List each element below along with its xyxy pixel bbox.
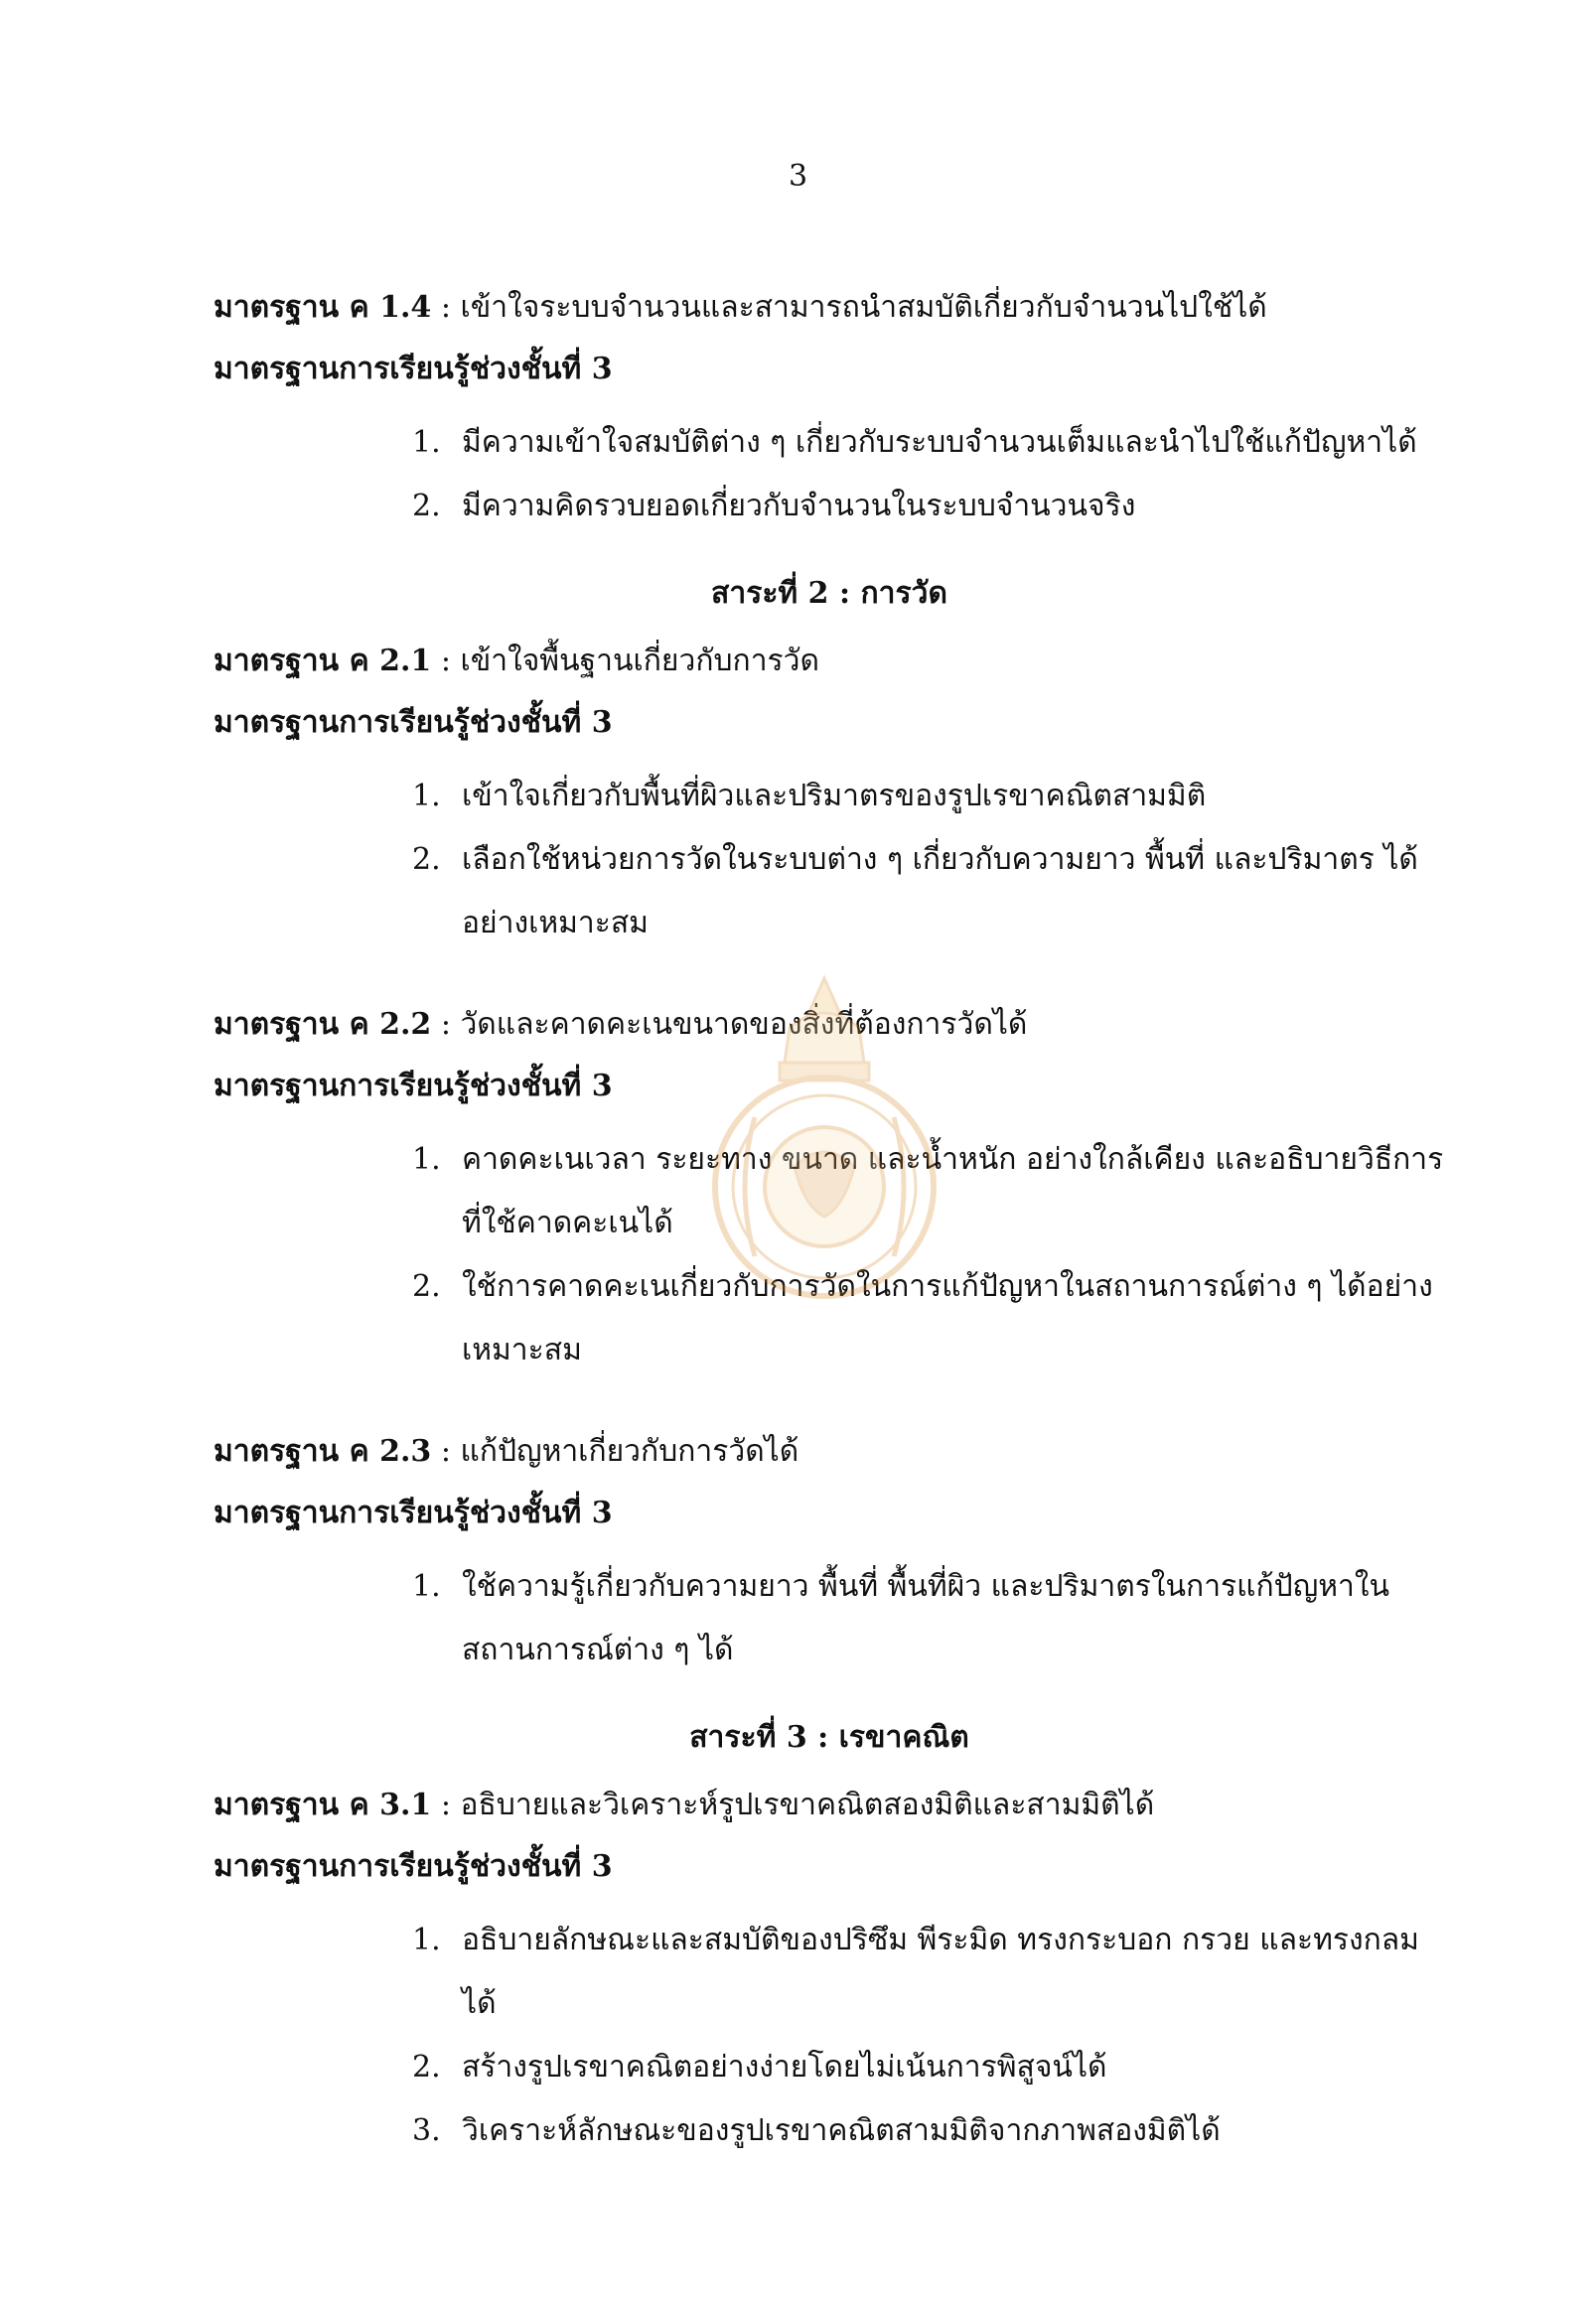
standard-section-1-4	[214, 288, 1445, 538]
learning-standard-heading: มาตรฐานการเรียนรู้ช่วงชั้นที่ 3	[214, 1069, 613, 1103]
learning-standard-heading: มาตรฐานการเรียนรู้ช่วงชั้นที่ 3	[214, 352, 613, 386]
standard-code: มาตรฐาน ค 3.1	[214, 1788, 432, 1822]
list-item	[214, 828, 1445, 955]
item-number: 1.	[412, 1569, 441, 1604]
standard-code: มาตรฐาน ค 2.3	[214, 1434, 432, 1469]
item-list	[214, 411, 1445, 538]
list-item	[214, 475, 1445, 538]
list-item	[214, 411, 1445, 475]
item-number: 2.	[412, 2050, 441, 2085]
standard-section-3-1	[214, 1786, 1445, 2163]
item-number: 1.	[412, 779, 441, 813]
list-item	[214, 2099, 1445, 2163]
item-list	[214, 765, 1445, 955]
standard-section-2-1	[214, 642, 1445, 955]
strand-heading: สาระที่ 3 : เรขาคณิต	[689, 1720, 969, 1755]
list-item	[214, 1555, 1445, 1682]
standard-text: : อธิบายและวิเคราะห์รูปเรขาคณิตสองมิติและสามมิติได้	[431, 1788, 1155, 1822]
item-number: 2.	[412, 842, 441, 877]
item-number: 2.	[412, 489, 441, 523]
item-text: สร้างรูปเรขาคณิตอย่างง่ายโดยไม่เน้นการพิสูจน์ได้	[462, 2050, 1107, 2085]
item-number: 1.	[412, 1142, 441, 1177]
standard-line	[214, 1432, 1445, 1472]
item-number: 2.	[412, 1269, 441, 1304]
standard-code: มาตรฐาน ค 1.4	[214, 290, 432, 325]
standard-line	[214, 1786, 1445, 1825]
list-item	[214, 1128, 1445, 1255]
learning-standard-heading: มาตรฐานการเรียนรู้ช่วงชั้นที่ 3	[214, 705, 613, 740]
item-text: มีความเข้าใจสมบัติต่าง ๆ เกี่ยวกับระบบจำนวนเต็มและนำไปใช้แก้ปัญหาได้	[462, 425, 1417, 460]
list-item	[214, 1255, 1445, 1382]
list-item	[214, 1909, 1445, 2036]
item-text: วิเคราะห์ลักษณะของรูปเรขาคณิตสามมิติจากภาพสองมิติได้	[462, 2113, 1221, 2148]
standard-section-2-3	[214, 1432, 1445, 1682]
standard-line	[214, 642, 1445, 681]
list-item	[214, 2036, 1445, 2099]
standard-text: : วัดและคาดคะเนขนาดของสิ่งที่ต้องการวัดได้	[431, 1007, 1028, 1042]
item-number: 1.	[412, 1923, 441, 1957]
strand-heading: สาระที่ 2 : การวัด	[711, 576, 947, 611]
standard-code: มาตรฐาน ค 2.1	[214, 644, 432, 678]
item-text: ใช้การคาดคะเนเกี่ยวกับการวัดในการแก้ปัญหาในสถานการณ์ต่าง ๆ ได้อย่างเหมาะสม	[462, 1269, 1433, 1367]
standard-code: มาตรฐาน ค 2.2	[214, 1007, 432, 1042]
item-text: ใช้ความรู้เกี่ยวกับความยาว พื้นที่ พื้นที่ผิว และปริมาตรในการแก้ปัญหาในสถานการณ์ต่าง ๆ ได้	[462, 1569, 1390, 1667]
learning-standard-heading: มาตรฐานการเรียนรู้ช่วงชั้นที่ 3	[214, 1849, 613, 1884]
standard-text: : แก้ปัญหาเกี่ยวกับการวัดได้	[431, 1434, 799, 1469]
document-body	[214, 288, 1445, 2163]
item-list	[214, 1555, 1445, 1682]
list-item	[214, 765, 1445, 828]
standard-text: : เข้าใจพื้นฐานเกี่ยวกับการวัด	[431, 644, 819, 678]
item-text: เข้าใจเกี่ยวกับพื้นที่ผิวและปริมาตรของรูปเรขาคณิตสามมิติ	[462, 779, 1207, 813]
item-text: อธิบายลักษณะและสมบัติของปริซึม พีระมิด ทรงกระบอก กรวย และทรงกลมได้	[462, 1923, 1419, 2021]
item-text: มีความคิดรวบยอดเกี่ยวกับจำนวนในระบบจำนวนจริง	[462, 489, 1136, 523]
learning-standard-heading: มาตรฐานการเรียนรู้ช่วงชั้นที่ 3	[214, 1496, 613, 1530]
standard-text: : เข้าใจระบบจำนวนและสามารถนำสมบัติเกี่ยวกับจำนวนไปใช้ได้	[431, 290, 1267, 325]
standard-line	[214, 288, 1445, 328]
item-text: เลือกใช้หน่วยการวัดในระบบต่าง ๆ เกี่ยวกับความยาว พื้นที่ และปริมาตร ได้อย่างเหมาะสม	[462, 842, 1418, 940]
item-list	[214, 1909, 1445, 2163]
item-list	[214, 1128, 1445, 1382]
item-number: 1.	[412, 425, 441, 460]
item-text: คาดคะเนเวลา ระยะทาง ขนาด และน้ำหนัก อย่างใกล้เคียง และอธิบายวิธีการที่ใช้คาดคะเนได้	[462, 1142, 1444, 1240]
page-number: 3	[788, 159, 808, 194]
standard-section-2-2	[214, 1005, 1445, 1382]
standard-line	[214, 1005, 1445, 1045]
item-number: 3.	[412, 2113, 441, 2148]
